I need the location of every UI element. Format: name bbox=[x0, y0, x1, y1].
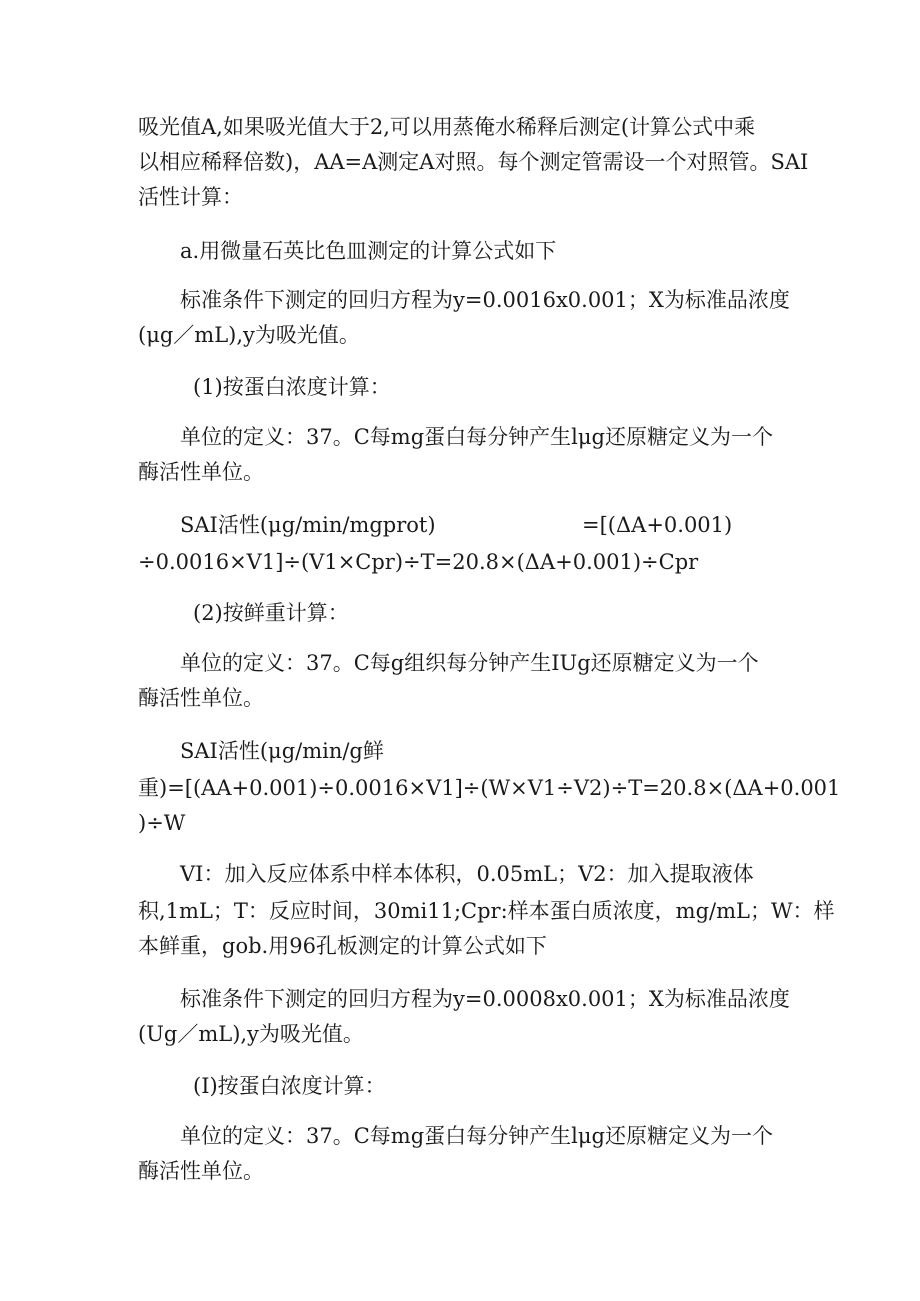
paragraph-line: 酶活性单位。 bbox=[138, 686, 264, 710]
formula-line: )÷W bbox=[138, 811, 186, 835]
formula-line: 重)=[(AA+0.001)÷0.0016×V1]÷(W×V1÷V2)÷T=20.8×(ΔA+0.001 bbox=[138, 776, 841, 800]
paragraph-line: 单位的定义：37。C每mg蛋白每分钟产生lμg还原糖定义为一个 bbox=[180, 425, 773, 449]
formula-line: ÷0.0016×V1]÷(V1×Cpr)÷T=20.8×(ΔA+0.001)÷Cpr bbox=[138, 550, 699, 574]
formula-line: =[(ΔA+0.001) bbox=[582, 513, 733, 537]
paragraph-line: 吸光值A,如果吸光值大于2,可以用蒸俺水稀释后测定(计算公式中乘 bbox=[138, 115, 756, 139]
paragraph-line: (μg／mL),y为吸光值。 bbox=[138, 323, 360, 347]
paragraph-line: 标准条件下测定的回归方程为y=0.0016x0.001；X为标准品浓度 bbox=[180, 288, 790, 312]
paragraph-line: 标准条件下测定的回归方程为y=0.0008x0.001；X为标准品浓度 bbox=[180, 987, 790, 1011]
section-heading: a.用微量石英比色皿测定的计算公式如下 bbox=[180, 239, 557, 263]
subsection-heading: (I)按蛋白浓度计算： bbox=[193, 1074, 386, 1098]
subsection-heading: (1)按蛋白浓度计算： bbox=[193, 375, 391, 399]
subsection-heading: (2)按鲜重计算： bbox=[193, 601, 349, 625]
formula-line: SAI活性(μg/min/mgprot) bbox=[180, 513, 436, 537]
paragraph-line: 活性计算： bbox=[138, 185, 243, 209]
paragraph-line: 酶活性单位。 bbox=[138, 460, 264, 484]
paragraph-line: 酶活性单位。 bbox=[138, 1159, 264, 1183]
paragraph-line: 积,1mL；T：反应时间，30mi11;Cpr:样本蛋白质浓度，mg/mL；W：样 bbox=[138, 899, 835, 923]
formula-line: SAI活性(μg/min/g鲜 bbox=[180, 739, 384, 763]
paragraph-line: 本鲜重，gob.用96孔板测定的计算公式如下 bbox=[138, 934, 547, 958]
paragraph-line: 以相应稀释倍数)，AA=A测定A对照。每个测定管需设一个对照管。SAI bbox=[138, 150, 809, 174]
paragraph-line: VI：加入反应体系中样本体积，0.05mL；V2：加入提取液体 bbox=[180, 862, 754, 886]
paragraph-line: 单位的定义：37。C每mg蛋白每分钟产生lμg还原糖定义为一个 bbox=[180, 1124, 773, 1148]
paragraph-line: 单位的定义：37。C每g组织每分钟产生IUg还原糖定义为一个 bbox=[180, 651, 759, 675]
paragraph-line: (Ug／mL),y为吸光值。 bbox=[138, 1022, 364, 1046]
